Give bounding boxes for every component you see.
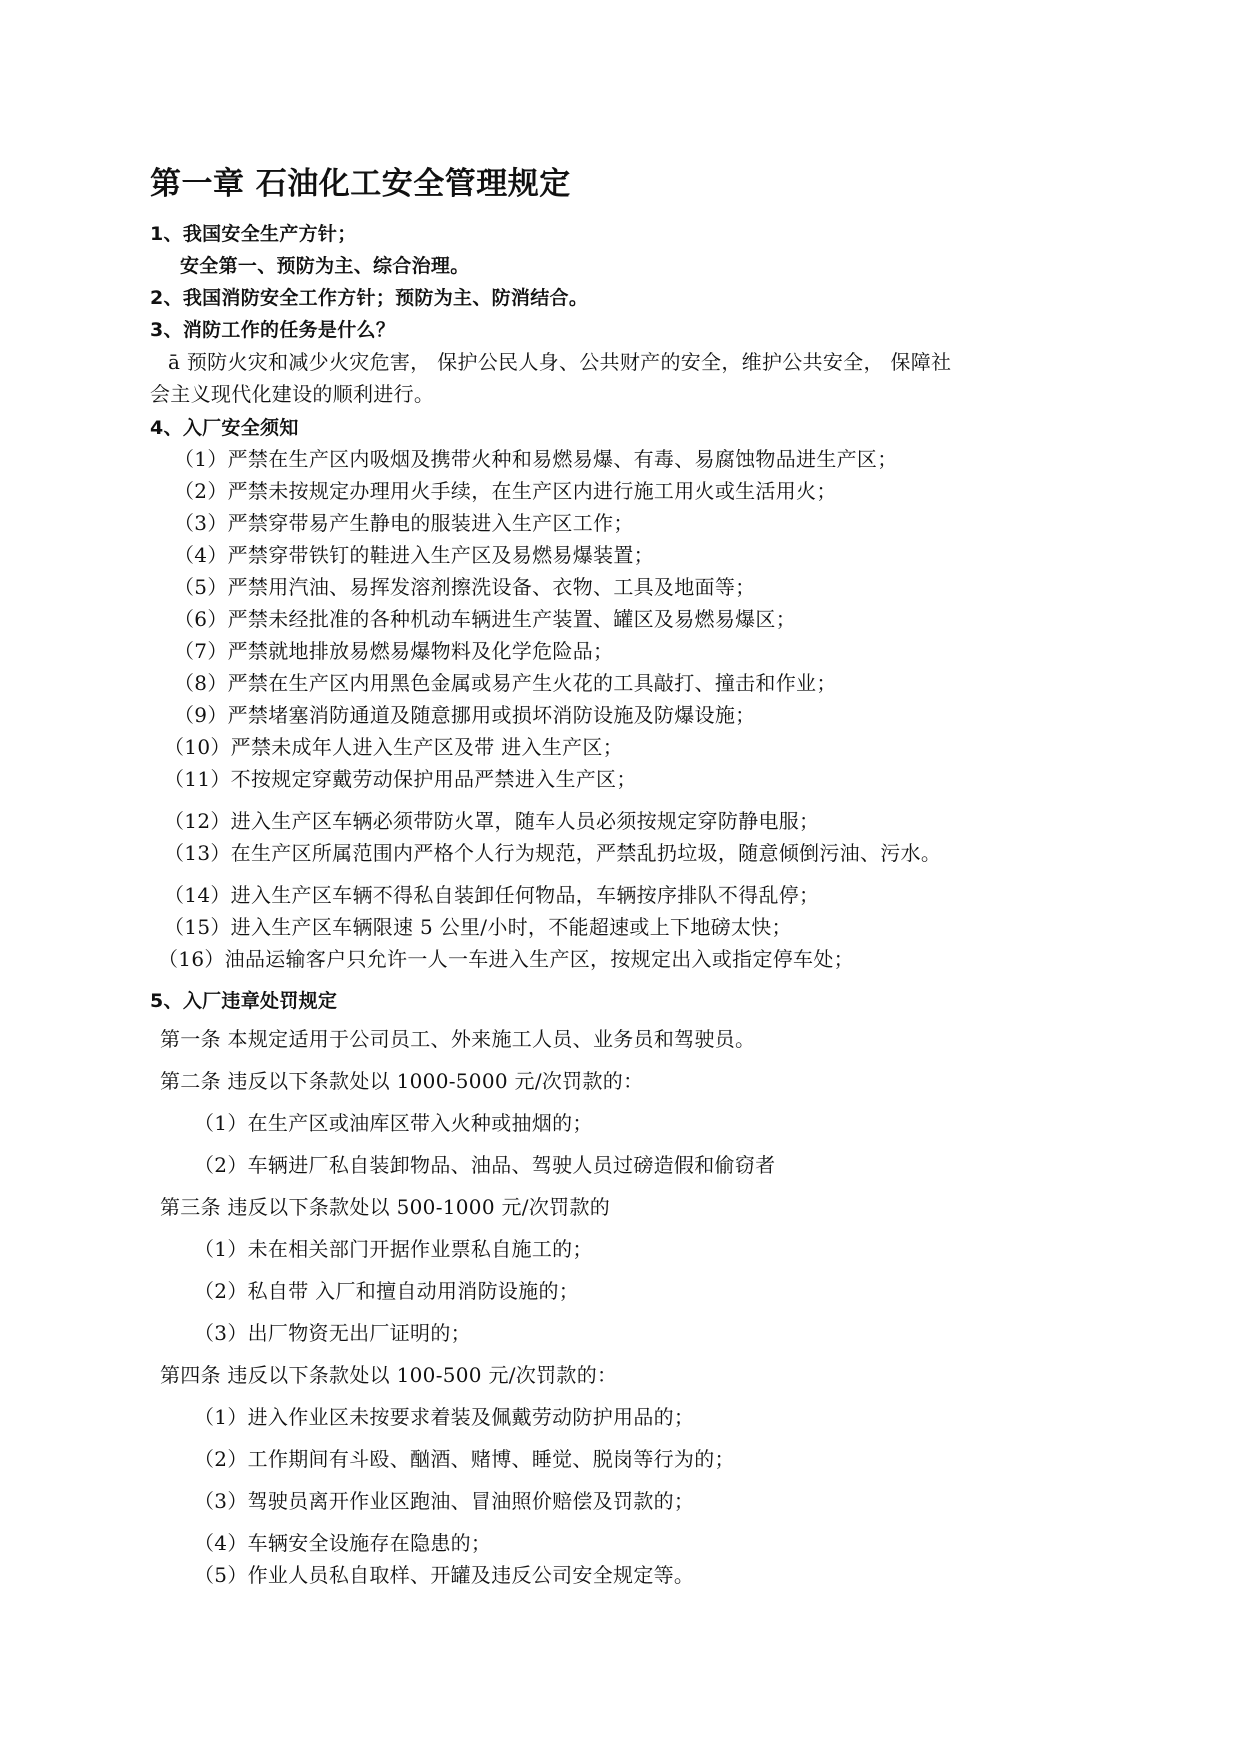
article-2: 第二条 违反以下条款处以 1000-5000 元/次罚款的：: [160, 1069, 644, 1093]
section-1-heading: 1、我国安全生产方针；: [150, 223, 357, 245]
list-item: （6）严禁未经批准的各种机动车辆进生产装置、罐区及易燃易爆区；: [174, 607, 797, 631]
list-item: （1）在生产区或油库区带入火种或抽烟的；: [194, 1111, 593, 1135]
section-3-text-line-2: 会主义现代化建设的顺利进行。: [150, 382, 435, 406]
section-3-heading: 3、消防工作的任务是什么？: [150, 319, 396, 341]
list-item: （4）车辆安全设施存在隐患的；: [194, 1531, 492, 1555]
list-item: （16）油品运输客户只允许一人一车进入生产区，按规定出入或指定停车处；: [158, 947, 854, 971]
list-item: （14）进入生产区车辆不得私自装卸任何物品，车辆按序排队不得乱停；: [164, 883, 820, 907]
section-1-body: 安全第一、预防为主、综合治理。: [180, 255, 470, 277]
list-item: （15）进入生产区车辆限速 5 公里/小时，不能超速或上下地磅太快；: [164, 915, 792, 939]
list-item: （1）未在相关部门开据作业票私自施工的；: [194, 1237, 593, 1261]
section-2-heading: 2、我国消防安全工作方针；预防为主、防消结合。: [150, 287, 589, 309]
list-item: （1）严禁在生产区内吸烟及携带火种和易燃易爆、有毒、易腐蚀物品进生产区；: [174, 447, 898, 471]
list-item: （5）作业人员私自取样、开罐及违反公司安全规定等。: [194, 1563, 695, 1587]
list-item: （11）不按规定穿戴劳动保护用品严禁进入生产区；: [164, 767, 637, 791]
section-3-text-line-1: ā 预防火灾和减少火灾危害， 保护公民人身、公共财产的安全，维护公共安全， 保障社: [168, 350, 952, 374]
list-item: （2）工作期间有斗殴、酗酒、赌博、睡觉、脱岗等行为的；: [194, 1447, 735, 1471]
list-item: （2）私自带 入厂和擅自动用消防设施的；: [194, 1279, 580, 1303]
section-5-heading: 5、入厂违章处罚规定: [150, 990, 338, 1012]
article-1: 第一条 本规定适用于公司员工、外来施工人员、业务员和驾驶员。: [160, 1027, 756, 1051]
page-title: 第一章 石油化工安全管理规定: [150, 166, 571, 202]
list-item: （10）严禁未成年人进入生产区及带 进入生产区；: [164, 735, 624, 759]
list-item: （8）严禁在生产区内用黑色金属或易产生火花的工具敲打、撞击和作业；: [174, 671, 837, 695]
list-item: （1）进入作业区未按要求着装及佩戴劳动防护用品的；: [194, 1405, 695, 1429]
list-item: （4）严禁穿带铁钉的鞋进入生产区及易燃易爆装置；: [174, 543, 654, 567]
list-item: （12）进入生产区车辆必须带防火罩，随车人员必须按规定穿防静电服；: [164, 809, 820, 833]
list-item: （7）严禁就地排放易燃易爆物料及化学危险品；: [174, 639, 614, 663]
list-item: （2）车辆进厂私自装卸物品、油品、驾驶人员过磅造假和偷窃者: [194, 1153, 776, 1177]
list-item: （13）在生产区所属范围内严格个人行为规范，严禁乱扔垃圾，随意倾倒污油、污水。: [164, 841, 942, 865]
list-item: （3）出厂物资无出厂证明的；: [194, 1321, 471, 1345]
list-item: （3）严禁穿带易产生静电的服装进入生产区工作；: [174, 511, 634, 535]
list-item: （2）严禁未按规定办理用火手续，在生产区内进行施工用火或生活用火；: [174, 479, 837, 503]
list-item: （5）严禁用汽油、易挥发溶剂擦洗设备、衣物、工具及地面等；: [174, 575, 756, 599]
list-item: （3）驾驶员离开作业区跑油、冒油照价赔偿及罚款的；: [194, 1489, 695, 1513]
article-4: 第四条 违反以下条款处以 100-500 元/次罚款的：: [160, 1363, 618, 1387]
article-3: 第三条 违反以下条款处以 500-1000 元/次罚款的: [160, 1195, 611, 1219]
section-4-heading: 4、入厂安全须知: [150, 417, 299, 439]
list-item: （9）严禁堵塞消防通道及随意挪用或损坏消防设施及防爆设施；: [174, 703, 756, 727]
